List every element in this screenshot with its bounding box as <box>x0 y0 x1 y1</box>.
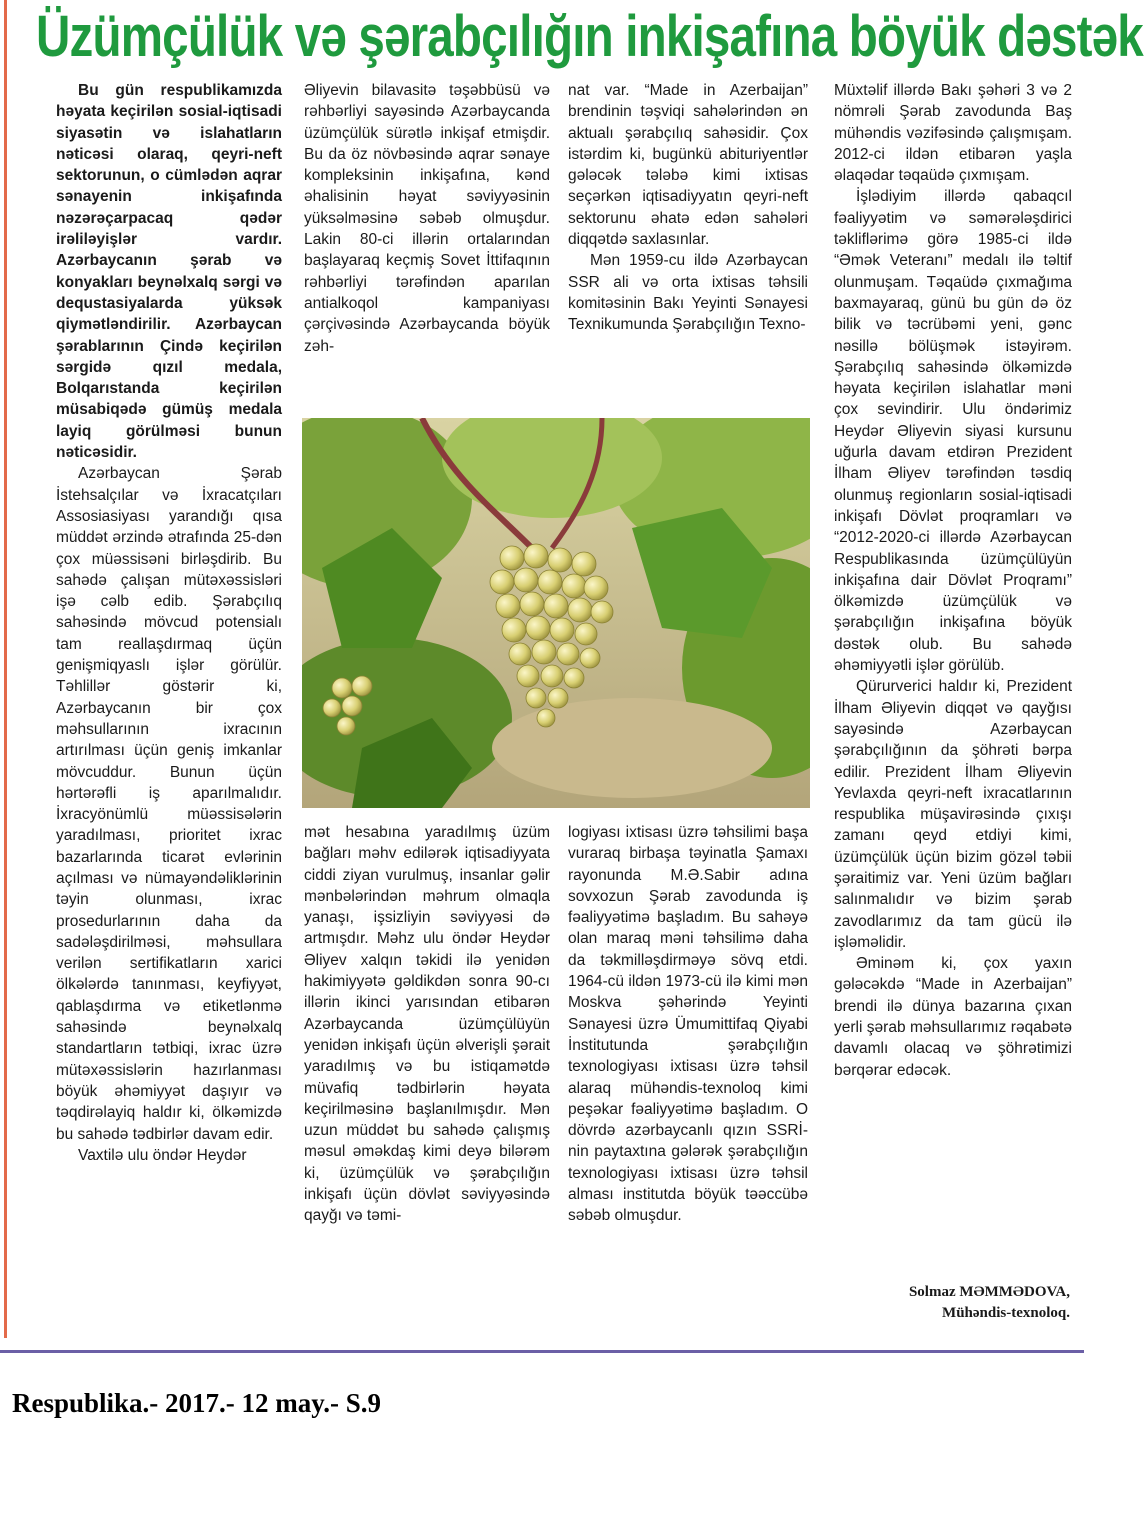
article-column-4 <box>834 80 1072 1342</box>
grape-cluster-illustration <box>302 418 810 808</box>
article-paragraph: Əminəm ki, çox yaxın gələcəkdə “Made in Azerbaijan” brendi ilə dünya bazarına çıxan yerli şərab məhsullarımız rəqabətə davamlı olacaq və şöhrətimizi bərqərar edəcək. <box>834 955 1072 1079</box>
article-paragraph: İşlədiyim illərdə qabaqcıl fəaliyyətim və səmərələşdirici təkliflərimə görə 1985-ci ildə “Əmək Veteranı” medalı ilə təltif olunmuşam. Təqaüdə çıxmağıma baxmayaraq, günü bu gün də öz bilik və təcrübəmi yeni, gənc nəsillə bölüşmək istəyirəm. Şərabçılıq sahəsində ölkəmizdə həyata keçirilən islahatlar məni çox sevindirir. Ulu öndərimiz Heydər Əliyevin siyasi kursunu uğurla davam etdirən Prezident İlham Əliyev tərəfindən təsdiq olunmuş regionların sosial-iqtisadi inkişafı Dövlət proqramları və “2012-2020-ci illərdə Azərbaycan Respublikasında üzümçülüyün inkişafına dair Dövlət Proqramı” ölkəmizdə üzümçülük və şərabçılığın inkişafına böyük dəstək olub. Bu sahədə əhəmiyyətli işlər görülüb. <box>834 188 1072 675</box>
article-paragraph: Vaxtilə ulu öndər Heydər <box>78 1146 247 1164</box>
article-headline: Üzümçülük və şərabçılığın inkişafına böyük dəstək <box>36 4 1143 69</box>
article-paragraph: nat var. “Made in Azerbaijan” brendinin təşviqi sahələrindən ən aktualı şərabçılıq sahəsidir. Çox istərdim ki, bugünkü abituriyentlər gələcək tələbə kimi ixtisas seçərkən iqtisadiyyatın qeyri-neft sektorunu əhatə edən sahələri diqqətdə saxlasınlar. <box>568 82 808 249</box>
source-citation: Respublika.- 2017.- 12 may.- S.9 <box>12 1388 382 1418</box>
left-margin-rule <box>4 0 7 1338</box>
article-column-2-top <box>304 80 550 408</box>
author-name: Solmaz MƏMMƏDOVA, <box>908 1284 1070 1300</box>
grape-vineyard-photo <box>302 418 810 808</box>
article-paragraph: Mən 1959-cu ildə Azərbaycan SSR ali və orta ixtisas təhsili komitəsinin Bakı Yeyinti Sənayesi Texnikumunda Şərabçılığın Texno- <box>568 252 808 334</box>
article-lead-paragraph: Bu gün respublikamızda həyata keçirilən sosial-iqtisadi siyasətin və islahatların nəticəsi olaraq, qeyri-neft sektorunun, o cümlədən aqrar sənayenin inkişafında nəzərəçarpacaq qədər irəliləyişlər vardır. Azərbaycanın şərab və konyakları beynəlxalq sərgi və dequstasiyalarda yüksək qiymətləndirilir. Azərbaycan şərablarının Çində keçirilən sərgidə qızıl medala, Bolqarıstanda keçirilən müsabiqədə gümüş medala layiq görülməsi bunun nəticəsidir. <box>56 82 282 462</box>
article-column-2-bottom <box>304 822 550 1342</box>
article-column-3-top <box>568 80 808 408</box>
article-paragraph: Azərbaycan Şərab İstehsalçılar və İxracatçıları Assosiasiyası yarandığı qısa müddət ərzində ətrafında 25-dən çox müəssisəni birləşdirib. Bu sahədə çalışan mütəxəssisləri işə cəlb edib. Şərabçılıq sahəsində mövcud potensialı tam reallaşdırmaq üçün genişmiqyaslı işlər görülür. Təhlillər göstərir ki, Azərbaycanın bir çox məhsullarının ixracının artırılması üçün geniş imkanlar mövcuddur. Bunun üçün hərtərəfli iş aparılmalıdır. İxracyönümlü müəssisələrin yaradılması, prioritet ixrac bazarlarında ticarət evlərinin açılması və nümayəndəliklərinin təyin olunması, ixrac prosedurlarının daha da sadələşdirilməsi, məhsullara verilən sertifikatların xarici ölkələrdə tanınması, keyfiyyət, qablaşdırma və etiketlənmə sahəsində beynəlxalq standartların tətbiqi, ixrac üzrə mütəxəssislərin hazırlanması böyük əhəmiyyət daşıyır və təqdirəlayiq haldır ki, ölkəmizdə bu sahədə tədbirlər davam edir. <box>56 465 282 1143</box>
bottom-divider <box>0 1350 1084 1353</box>
article-column-3-bottom <box>568 822 808 1342</box>
article-paragraph: Əliyevin bilavasitə təşəbbüsü və rəhbərliyi sayəsində Azərbaycanda üzümçülük sürətlə inkişaf etmişdir. Bu da öz növbəsində aqrar sənaye kompleksinin inkişafına, kənd əhalisinin həyat səviyyəsinin yüksəlməsinə səbəb olmuşdur. Lakin 80-ci illərin ortalarından başlayaraq keçmiş Sovet İttifaqının rəhbərliyi tərəfindən aparılan antialkoqol kampaniyası çərçivəsində Azərbaycanda böyük zəh- <box>304 82 550 355</box>
article-paragraph: mət hesabına yaradılmış üzüm bağları məhv edilərək iqtisadiyyata ciddi ziyan vurulmuş, insanlar gəlir mənbələrindən məhrum olmaqla yanaşı, işsizliyin səviyyəsi də artmışdır. Məhz ulu öndər Heydər Əliyev xalqın təkidi ilə yenidən hakimiyyətə gəldikdən sonra 90-cı illərin ikinci yarısından etibarən Azərbaycanda üzümçülüyün yenidən inkişafı üçün əlverişli şərait yaradılmış və bu istiqamətdə müvafiq tədbirlərin həyata keçirilməsinə başlanılmışdır. Mən uzun müddət bu sahədə çalışmış məsul əməkdaş kimi deyə bilərəm ki, üzümçülük və şərabçılığın inkişafı üçün dövlət səviyyəsində qayğı və təmi- <box>304 824 550 1225</box>
article-paragraph: Müxtəlif illərdə Bakı şəhəri 3 və 2 nömrəli Şərab zavodunda Baş mühəndis vəzifəsində çalışmışam. 2012-ci ildən etibarən yaşla əlaqədar təqaüdə çıxmışam. <box>834 82 1072 185</box>
article-column-1 <box>56 80 282 1340</box>
author-title: Mühəndis-texnoloq. <box>942 1305 1070 1321</box>
author-signature <box>909 1282 1070 1324</box>
article-paragraph: logiyası ixtisası üzrə təhsilimi başa vuraraq birbaşa təyinatla Şamaxı rayonunda M.Ə.Sabir adına sovxozun Şərab zavodunda iş fəaliyyətimə başladım. Bu sahəyə olan maraq məni təhsilimə daha da təkmilləşdirməyə sövq etdi. 1964-cü ildən 1973-cü ilə kimi mən Moskva şəhərində Yeyinti Sənayesi üzrə Ümumittifaq Qiyabi İnstitutunda şərabçılığın texnologiyası ixtisası üzrə təhsil alaraq mühəndis-texnoloq kimi peşəkar fəaliyyətimə başladım. O dövrdə azərbaycanlı qızın SSRİ-nin paytaxtına gələrək şərabçılığın texnologiyası ixtisası üzrə təhsil alması institutda böyük təəccübə səbəb olmuşdur. <box>568 824 808 1225</box>
article-paragraph: Qürurverici haldır ki, Prezident İlham Əliyevin diqqət və qayğısı sayəsində Azərbaycan şərabçılığının da şöhrəti bərpa edilir. Prezident İlham Əliyevin Yevlaxda qeyri-neft ixracatlarının respublika müşavirəsində çıxışı zamanı qeyd etdiyi kimi, üzümçülük üçün bizim gözəl təbii şəraitimiz var. Yeni üzüm bağları salınmalıdır və bizim şərab zavodlarımız da tam gücü ilə işləməlidir. <box>834 678 1072 951</box>
